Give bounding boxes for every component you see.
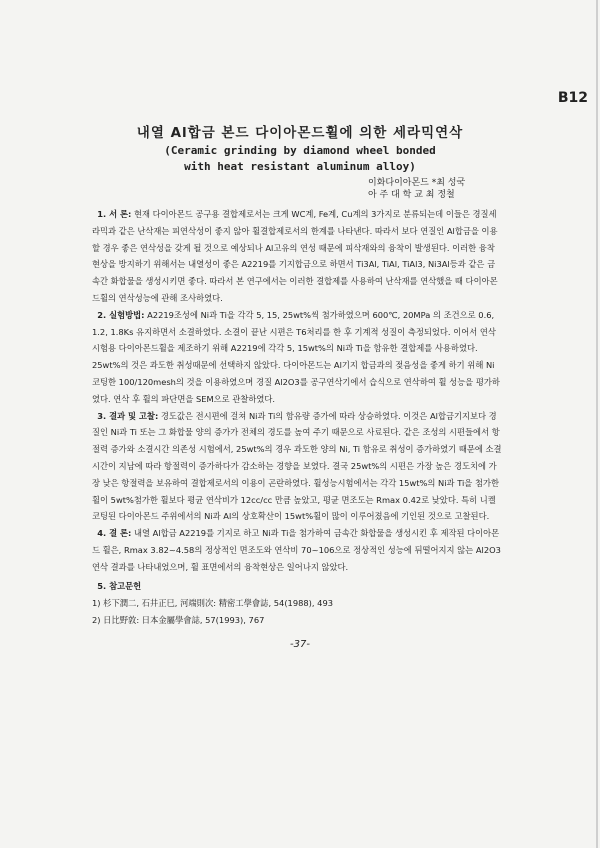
authors: [368, 177, 465, 201]
reference-item: 1) 杉下潤二, 石井正巳, 河端則次: 精密工學會誌, 54(1988), 493: [92, 598, 334, 608]
section-introduction: [92, 206, 502, 307]
references: [92, 578, 502, 629]
body-text: [92, 206, 502, 576]
page-number: -37-: [290, 639, 310, 650]
section-heading: 4. 결 론:: [97, 528, 132, 539]
section-results: [92, 408, 502, 526]
section-text: A2219조성에 Ni과 Ti을 각각 5, 15, 25wt%씩 첨가하였으며 600℃, 20MPa 의 조건으로 0.6, 1.2, 1.8Ks 유지하면서 소결하였다. 소결이 끝난 시편은 T6처리를 한 후 기계적 성질이 측정되었다. 이어서 연삭시험용 다이아몬드휠을 제조하기 위해 A2219에 각각 5, 15wt%의 Ni과 Ti을 함유한 결합제를 사용하였다. 25wt%의 것은 과도한 취성때문에 선택하지 않았다. 다이아몬드는 Al기지 합금과의 젖음성을 좋게 하기 위해 Ni코팅한 100/120mesh의 것을 이용하였으며 경질 Al2O3를 공구연삭기에서 습식으로 연삭하여 휠 성능을 평가하였다. 연삭 후 휠의 파단면을 SEM으로 관찰하였다.: [92, 309, 500, 404]
author-2: 아 주 대 학 교 최 정철: [368, 190, 455, 200]
scan-edge: [596, 0, 598, 848]
section-heading: 3. 결과 및 고찰:: [97, 410, 159, 421]
author-1: 이화다이아몬드 *최 성국: [368, 178, 466, 188]
section-method: [92, 307, 502, 408]
section-text: 내열 Al합금 A2219를 기지로 하고 Ni과 Ti을 첨가하여 금속간 화합물을 생성시킨 후 제작된 다이아몬드 휠은, Rmax 3.82~4.58의 정상적인 면조도와 연삭비 70~106으로 정상적인 성능에 뒤떨어지지 않는 Al2O3연삭 결과를 나타내었으며, 휠 표면에서의 융착현상은 일어나지 않았다.: [92, 528, 501, 572]
section-text: 경도값은 전시편에 걸쳐 Ni과 Ti의 함유량 증가에 따라 상승하였다. 이것은 Al합금기지보다 경질인 Ni과 Ti 또는 그 화합물 양의 증가가 전체의 경도를 높여 주기 때문으로 사료된다. 같은 조성의 시편들에서 항절력 증가와 소결시간 의존성 시험에서, 25wt%의 경우 과도한 양의 Ni, Ti 함유로 취성이 증가하였기 때문에 소결시간이 지남에 따라 항절력이 증가하다가 감소하는 경향을 보였다. 결국 25wt%의 시편은 가장 높은 경도치에 가장 낮은 항절력을 보유하여 결합제로서의 이용이 곤란하였다. 휠성능시험에서는 각각 15wt%의 Ni과 Ti을 첨가한 휠이 5wt%첨가한 휠보다 평균 연삭비가 12cc/cc 만큼 높았고, 평균 면조도는 Rmax 0.42로 낮았다. 특히 니켈 코팅된 다이아몬드 주위에서의 Ni과 Al의 상호확산이 15wt%휠이 많이 이루어졌음에 기인된 것으로 고찰된다.: [92, 410, 502, 522]
title-english-line-1: (Ceramic grinding by diamond wheel bonded: [164, 144, 436, 157]
section-heading: 2. 실험방법:: [97, 309, 145, 320]
section-text: 현재 다이아몬드 공구용 결합제로서는 크게 WC계, Fe계, Cu계의 3가지로 분류되는데 이들은 경질세라믹과 같은 난삭재는 피연삭성이 좋지 않아 휠결합제로서의 한계를 나타낸다. 따라서 보다 연질인 Al합금을 이용할 경우 좋은 연삭성을 갖게 될 것으로 예상되나 Al고유의 연성 때문에 피삭재와의 융착이 발생된다. 이러한 융착현상을 방지하기 위해서는 내열성이 좋은 A2219를 기지합금으로 하면서 Ti3Al, TiAl, TiAl3, Ni3Al등과 같은 금속간 화합물을 생성시키면 좋다. 따라서 본 연구에서는 이러한 결합제를 사용하여 난삭재를 연삭했을 때 다이아몬드휠의 연삭성능에 관해 조사하였다.: [92, 209, 498, 303]
title-korean: 내열 Al합금 본드 다이아몬드휠에 의한 세라믹연삭: [136, 125, 464, 141]
references-heading: 5. 참고문헌: [97, 581, 142, 591]
section-heading: 1. 서 론:: [97, 209, 132, 219]
section-conclusion: [92, 525, 502, 575]
title-english-line-2: with heat resistant aluminum alloy): [184, 160, 416, 173]
paper-code: B12: [557, 90, 588, 106]
reference-item: 2) 日比野敦: 日本金屬學會誌, 57(1993), 767: [92, 615, 265, 625]
